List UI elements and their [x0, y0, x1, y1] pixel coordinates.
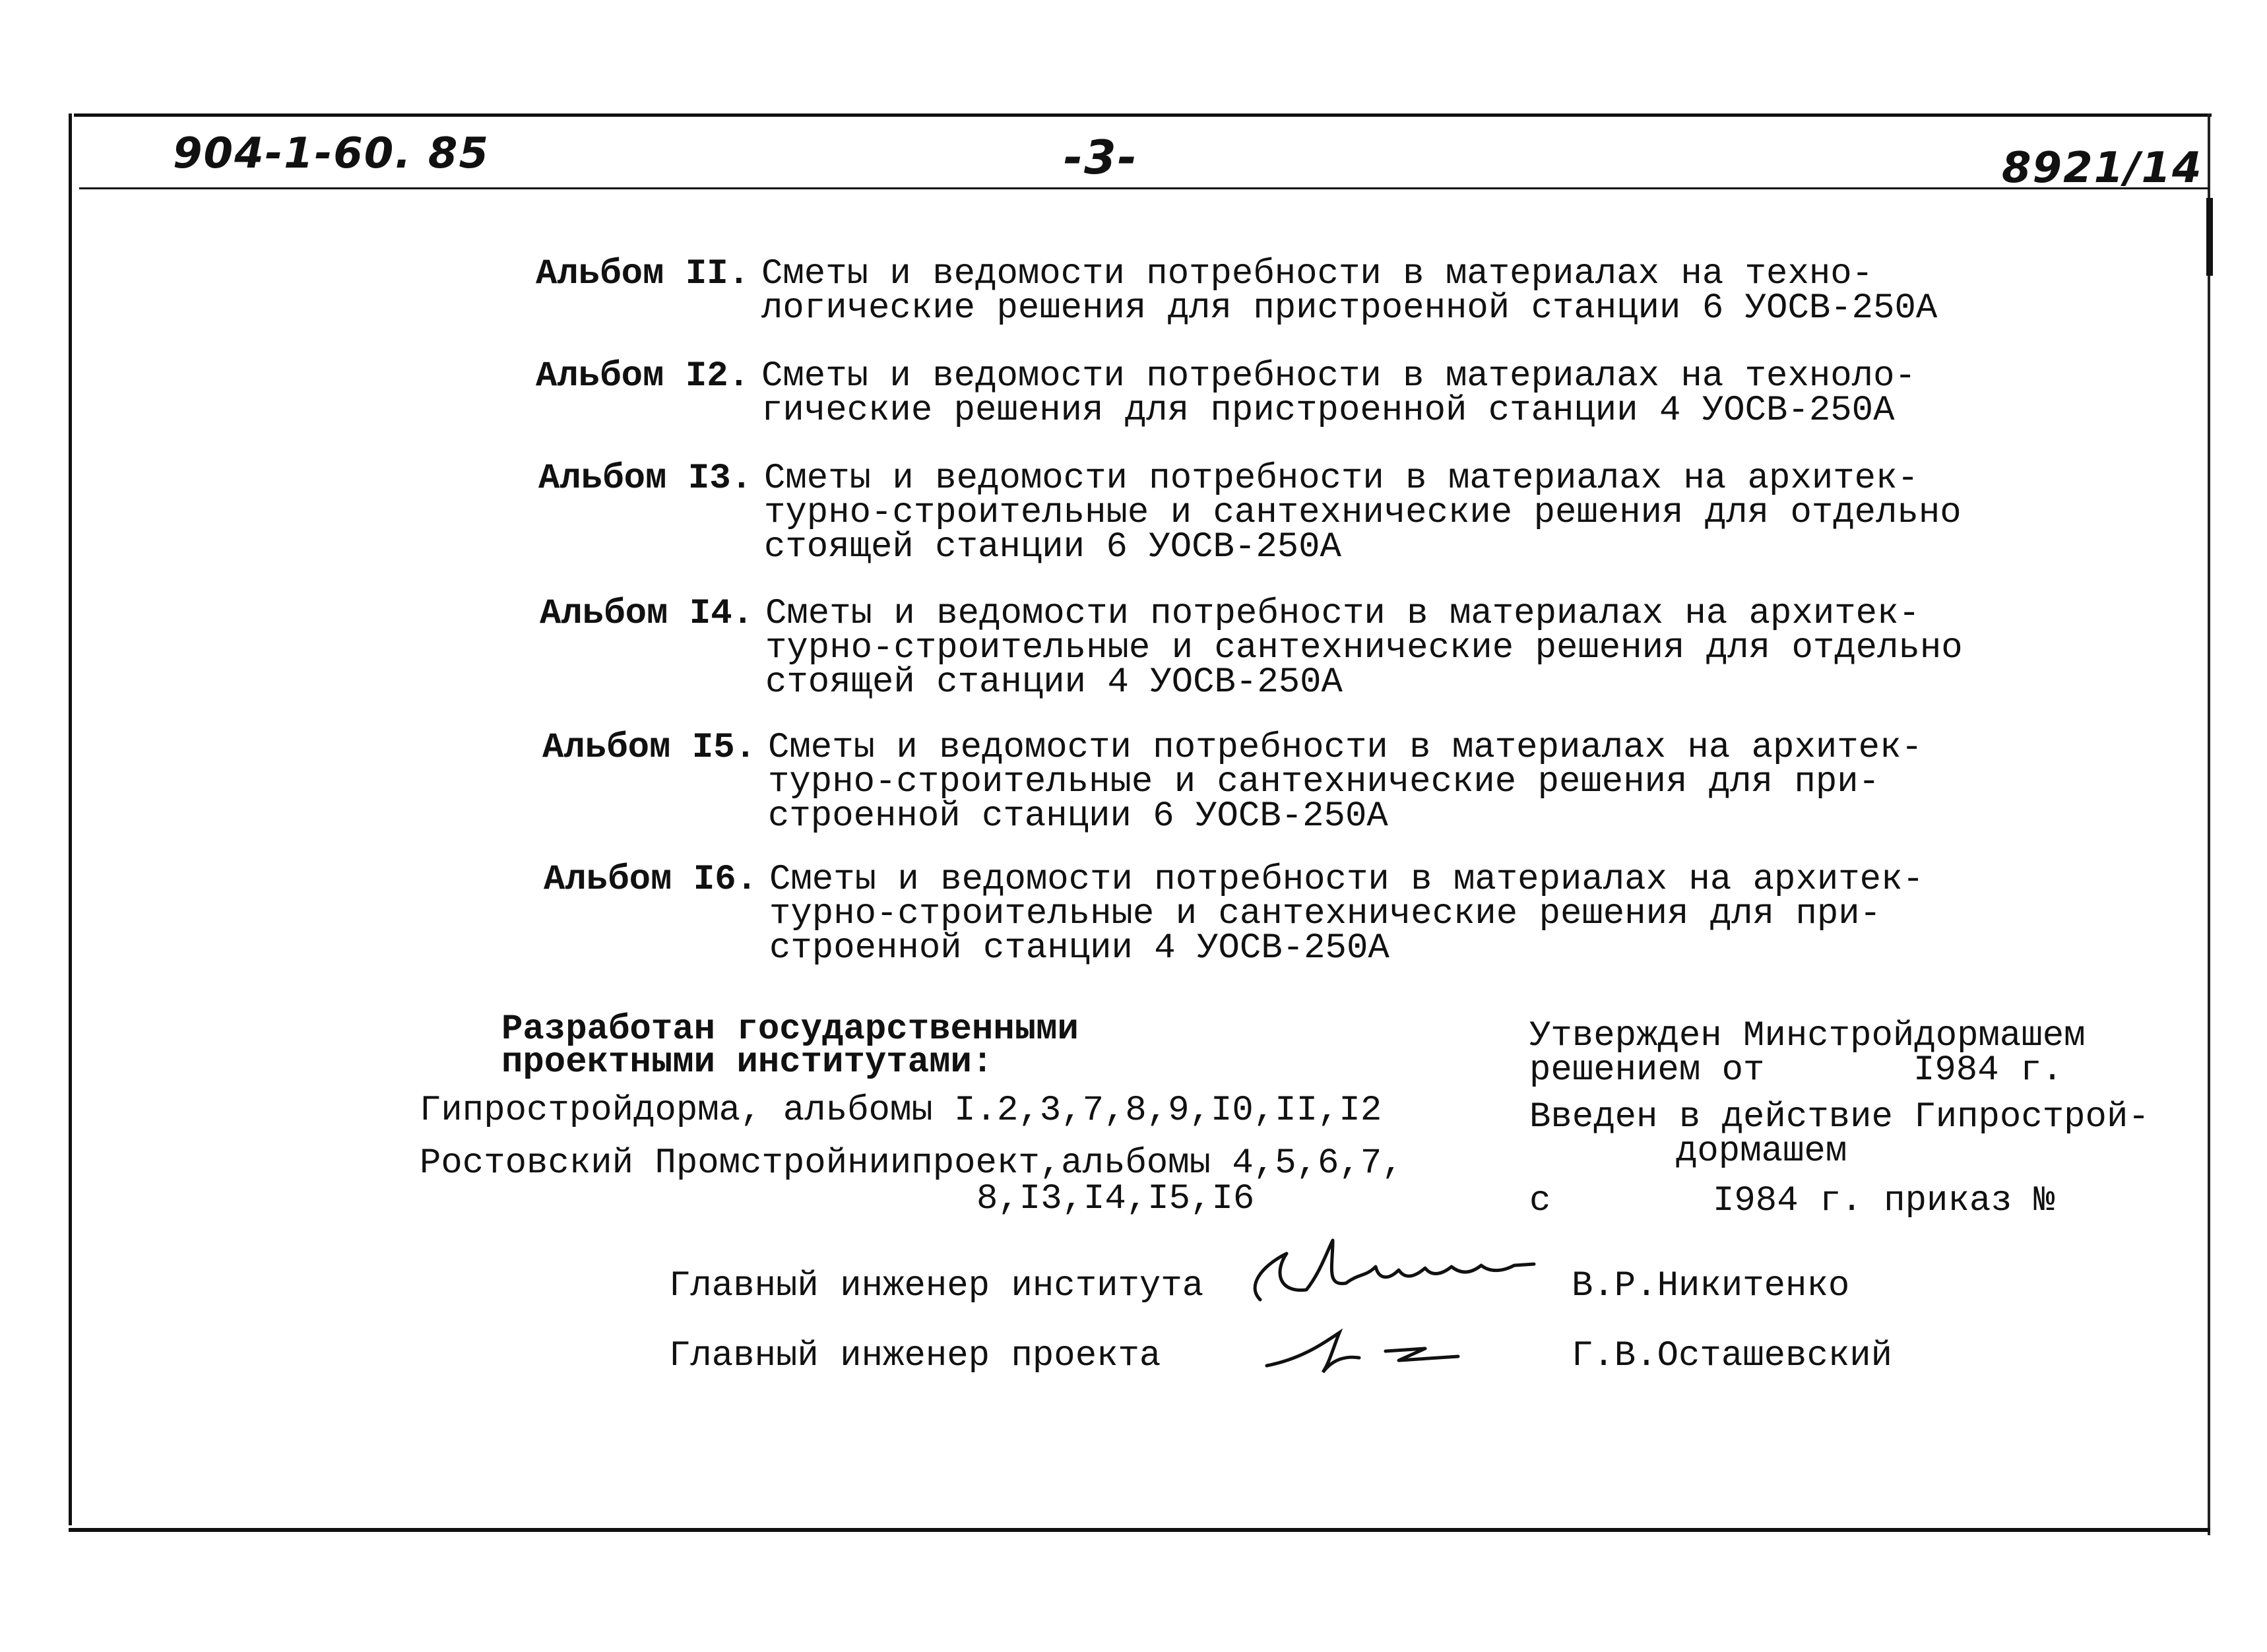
institute-1: Гипростройдорма, альбомы I.2,3,7,8,9,I0,II,I2	[420, 1091, 1382, 1131]
developed-heading: Разработан государственными	[501, 1009, 1079, 1050]
album-label: Альбом I3.	[538, 459, 753, 499]
page-number: -3-	[1064, 131, 1138, 185]
enacted-from: с	[1529, 1181, 1551, 1221]
enacted-order: I984 г. приказ №	[1713, 1181, 2055, 1221]
album-line: строенной станции 4 УОСВ-250А	[769, 928, 1389, 969]
document-code: 904-1-60. 85	[173, 129, 490, 178]
frame-left-border	[69, 113, 72, 1525]
album-label: Альбом I5.	[542, 728, 757, 768]
signature-role-1: Главный инженер института	[669, 1266, 1204, 1306]
frame-top-border	[74, 113, 2212, 117]
enacted-line: Введен в действие Гипрострой-	[1529, 1097, 2150, 1137]
approved-line: Утвержден Минстройдормашем	[1529, 1016, 2086, 1056]
developed-heading-cont: проектными институтами:	[501, 1042, 994, 1083]
approved-decision: решением от	[1529, 1050, 1765, 1091]
signature-name-2: Г.В.Осташевский	[1572, 1336, 1893, 1376]
enacted-line-cont: дормашем	[1676, 1131, 1847, 1172]
signature-1-image	[1234, 1227, 1537, 1313]
album-line: турно-строительные и сантехнические решения для при-	[768, 762, 1880, 802]
album-label: Альбом I6.	[544, 860, 758, 900]
album-description	[765, 594, 1963, 703]
album-description	[764, 459, 1962, 567]
album-description	[768, 728, 1923, 837]
album-line: стоящей станции 6 УОСВ-250А	[764, 527, 1341, 567]
album-line: стоящей станции 4 УОСВ-250А	[765, 662, 1343, 703]
archive-number: 8921/14	[2002, 144, 2203, 193]
album-line: Сметы и ведомости потребности в материалах на техноло-	[761, 356, 1916, 397]
album-line: Сметы и ведомости потребности в материалах на архитек-	[769, 860, 1924, 900]
album-label: Альбом I4.	[540, 594, 754, 634]
signature-name-1: В.Р.Никитенко	[1572, 1266, 1850, 1306]
album-line: строенной станции 6 УОСВ-250А	[768, 796, 1388, 837]
institute-2: Ростовский Промстройниипроект,альбомы 4,5,6,7,	[420, 1143, 1403, 1184]
album-label: Альбом I2.	[536, 356, 750, 397]
album-line: Сметы и ведомости потребности в материалах на архитек-	[768, 728, 1923, 768]
album-description	[761, 254, 1938, 329]
album-label: Альбом II.	[536, 254, 750, 294]
signature-2-image	[1260, 1319, 1498, 1385]
album-line: Сметы и ведомости потребности в материалах на техно-	[761, 254, 1874, 294]
album-line: турно-строительные и сантехнические решения для при-	[769, 894, 1882, 934]
album-line: гические решения для пристроенной станции 4 УОСВ-250А	[761, 391, 1895, 431]
frame-right-mark	[2206, 198, 2213, 276]
album-line: Сметы и ведомости потребности в материалах на архитек-	[765, 594, 1920, 634]
album-description	[761, 356, 1916, 431]
album-description	[769, 860, 1924, 969]
institute-2-albums: 8,I3,I4,I5,I6	[976, 1179, 1255, 1219]
album-line: Сметы и ведомости потребности в материалах на архитек-	[764, 459, 1919, 499]
frame-right-border	[2208, 113, 2210, 1535]
album-line: турно-строительные и сантехнические решения для отдельно	[764, 493, 1962, 533]
header-divider	[79, 187, 2209, 189]
approved-year: I984 г.	[1913, 1050, 2063, 1091]
album-line: турно-строительные и сантехнические решения для отдельно	[765, 628, 1963, 668]
signature-role-2: Главный инженер проекта	[669, 1336, 1161, 1376]
album-line: логические решения для пристроенной станции 6 УОСВ-250А	[761, 288, 1938, 329]
frame-bottom-border	[69, 1528, 2210, 1532]
